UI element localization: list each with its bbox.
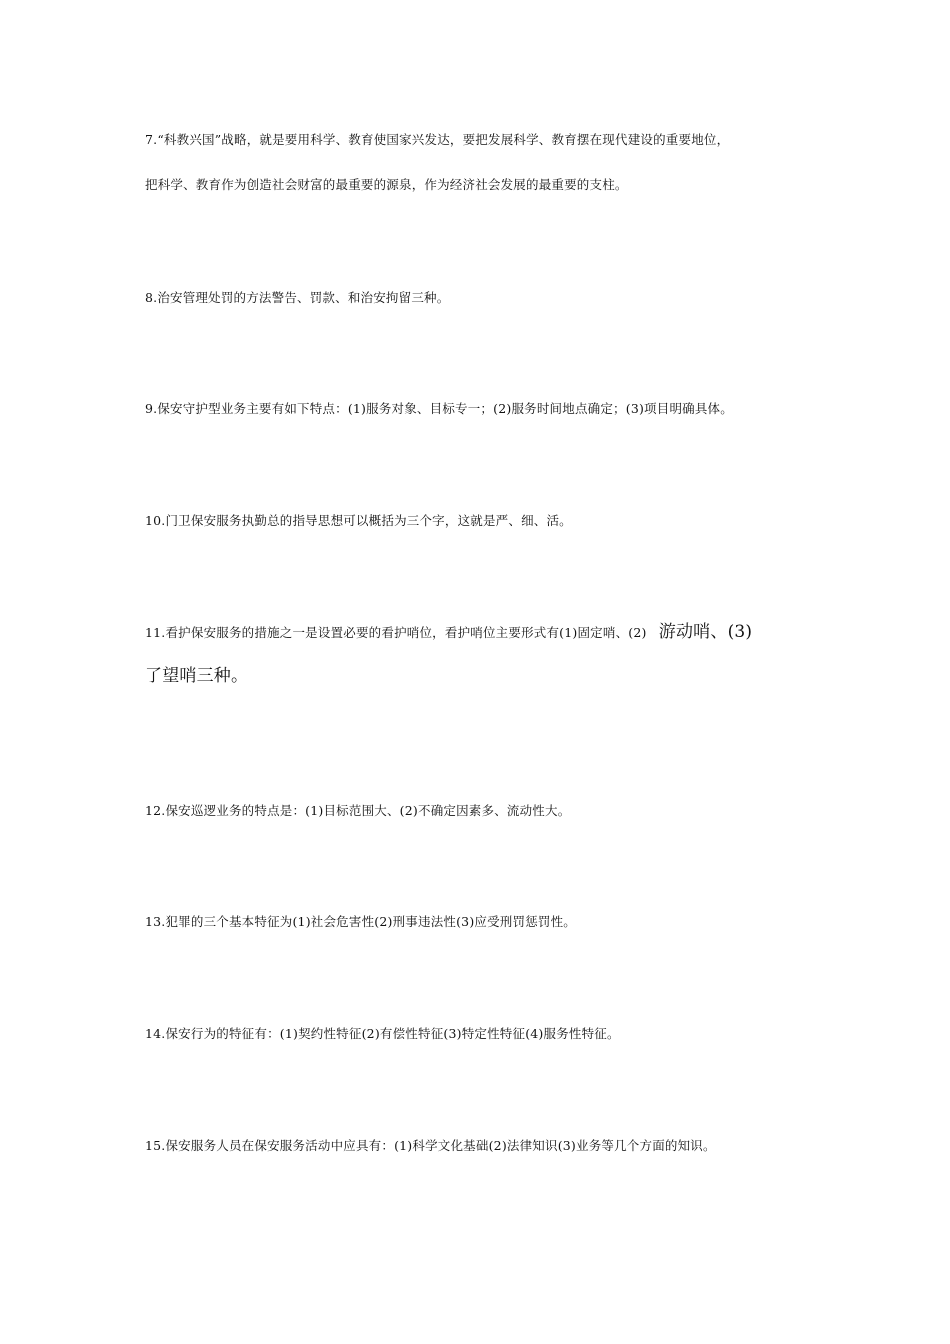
item-11-line-2: 了望哨三种。 [145,666,249,686]
item-11-line-1-small: 11.看护保安服务的措施之一是设置必要的看护哨位，看护哨位主要形式有(1)固定哨、(2) [145,625,647,640]
item-12-line-1: 12.保安巡逻业务的特点是：(1)目标范围大、(2)不确定因素多、流动性大。 [145,803,571,818]
item-7-line-2: 把科学、教育作为创造社会财富的最重要的源泉，作为经济社会发展的最重要的支柱。 [145,177,628,192]
item-15-line-1: 15.保安服务人员在保安服务活动中应具有：(1)科学文化基础(2)法律知识(3)业务等几个方面的知识。 [145,1138,716,1153]
item-7-line-1: 7.“科教兴国”战略，就是要用科学、教育使国家兴发达，要把发展科学、教育摆在现代建设的重要地位， [145,132,730,147]
item-13-line-1: 13.犯罪的三个基本特征为(1)社会危害性(2)刑事违法性(3)应受刑罚惩罚性。 [145,914,576,929]
item-8-line-1: 8.治安管理处罚的方法警告、罚款、和治安拘留三种。 [145,290,450,305]
item-11-line-1-large: 游动哨、(3) [658,622,753,642]
item-9-line-1: 9.保安守护型业务主要有如下特点：(1)服务对象、目标专一；(2)服务时间地点确定；(3)项目明确具体。 [145,401,733,416]
item-10-line-1: 10.门卫保安服务执勤总的指导思想可以概括为三个字，这就是严、细、活。 [145,513,572,528]
item-14-line-1: 14.保安行为的特征有：(1)契约性特征(2)有偿性特征(3)特定性特征(4)服务性特征。 [145,1026,620,1041]
item-11-line-1 [145,624,752,641]
